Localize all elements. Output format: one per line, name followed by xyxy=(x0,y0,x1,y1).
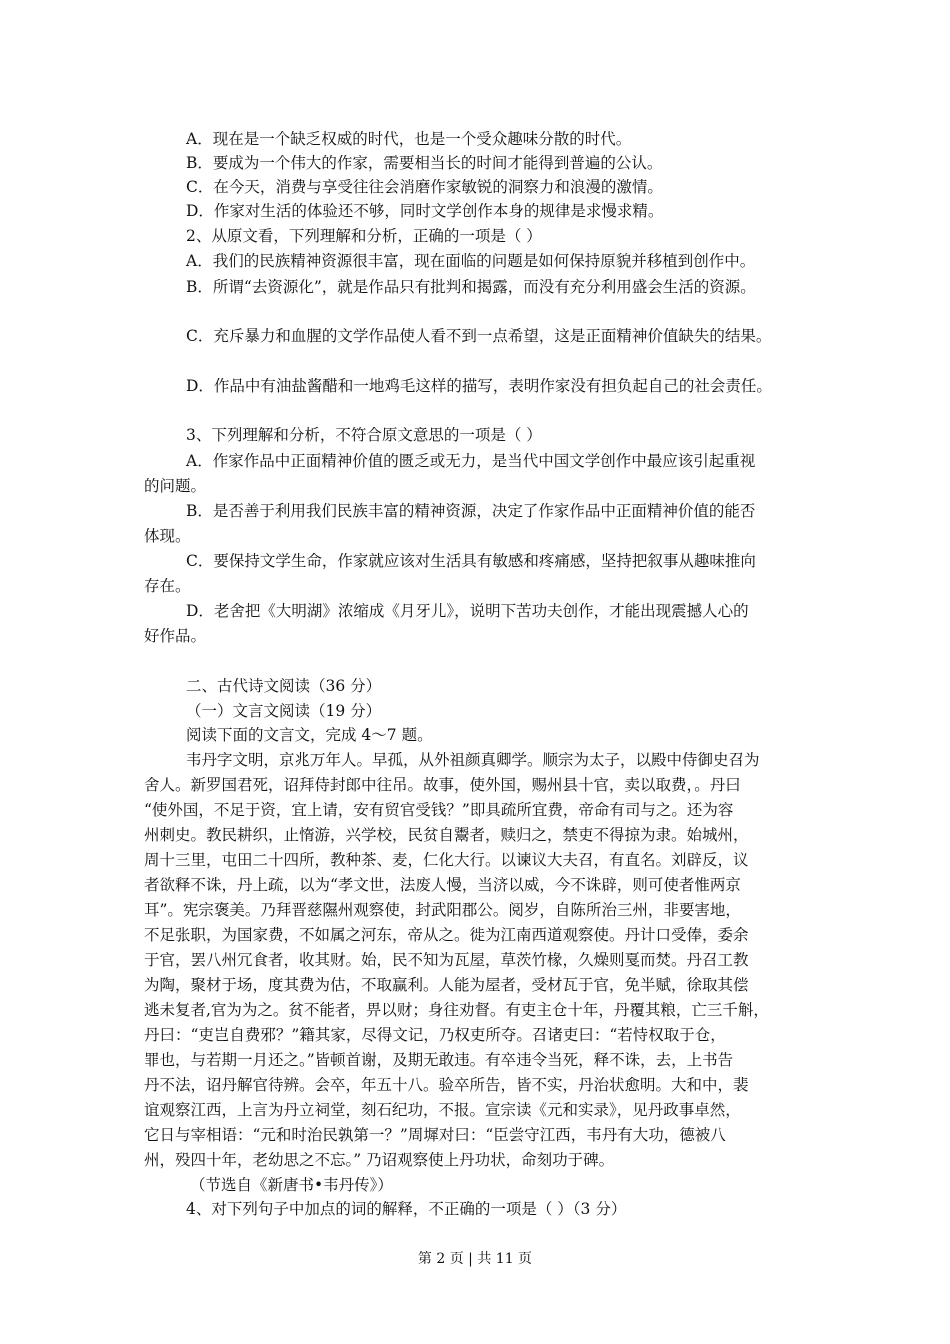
passage-line: 州，殁四十年，老幼思之不忘。” 乃诏观察使上丹功状，命刻功于碑。 xyxy=(144,1151,615,1169)
q3-stem: 3、下列理解和分析，不符合原文意思的一项是（ ） xyxy=(186,426,542,444)
passage-line: 者欲释不诛，丹上疏，以为“孝文世，法废人慢，当济以威，今不诛辟，则可使者惟两京 xyxy=(144,876,741,894)
section-title: 二、古代诗文阅读（36 分） xyxy=(186,677,382,695)
passage-line: 丹不法，诏丹解官待辨。会卒，年五十八。验卒所告，皆不实，丹治状愈明。大和中，裴 xyxy=(144,1076,749,1094)
passage-line: 罪也，与若期一月还之。”皆顿首谢，及期无敢违。有卒违令当死，释不诛，去，上书告 xyxy=(144,1051,734,1069)
q2-option-a: A．我们的民族精神资源很丰富，现在面临的问题是如何保持原貌并移植到创作中。 xyxy=(186,252,756,270)
passage-line: 不足张职，为国家费，不如属之河东，帝从之。徙为江南西道观察使。丹计口受俸，委余 xyxy=(144,926,749,944)
q2-stem: 2、从原文看，下列理解和分析，正确的一项是（ ） xyxy=(186,227,542,245)
passage-line: 韦丹字文明，京兆万年人。早孤，从外祖颜真卿学。顺宗为太子，以殿中侍御史召为 xyxy=(186,751,760,769)
q1-option-c: C．在今天，消费与享受往往会消磨作家敏锐的洞察力和浪漫的激情。 xyxy=(186,178,663,196)
q3-option-c-cont: 存在。 xyxy=(144,577,191,595)
q2-option-b: B．所谓“去资源化”，就是作品只有批判和揭露，而没有充分利用盛会生活的资源。 xyxy=(186,278,756,296)
q3-option-b: B．是否善于利用我们民族丰富的精神资源，决定了作家作品中正面精神价值的能否 xyxy=(186,502,756,520)
q1-option-a: A．现在是一个缺乏权威的时代，也是一个受众趣味分散的时代。 xyxy=(186,130,632,148)
passage-line: 逃未复者,官为为之。贫不能者，畀以财；身往劝督。有吏主仓十年，丹覆其粮，亡三千斛， xyxy=(144,1001,769,1019)
page-footer: 第 2 页 | 共 11 页 xyxy=(417,1251,533,1267)
passage-line: 为陶，聚材于场，度其费为估，不取赢利。人能为屋者，受材瓦于官，免半赋，徐取其偿 xyxy=(144,976,749,994)
passage-line: 耳”。宪宗褒美。乃拜晋慈隰州观察使，封武阳郡公。阅岁，自陈所治三州，非要害地， xyxy=(144,901,741,919)
passage-line: 于官，罢八州冗食者，收其财。始，民不知为瓦屋，草茨竹椽，久燥则戛而焚。丹召工教 xyxy=(144,951,749,969)
passage-source: （节选自《新唐书•韦丹传》） xyxy=(190,1176,393,1194)
passage-line: 它日与宰相语：“元和时治民孰第一？”周墀对曰：“臣尝守江西，韦丹有大功，德被八 xyxy=(144,1126,726,1144)
q3-option-a-cont: 的问题。 xyxy=(144,477,207,495)
q3-option-b-cont: 体现。 xyxy=(144,527,191,545)
passage-line: 舍人。新罗国君死，诏拜侍封郎中往吊。故事，使外国，赐州县十官，卖以取费，。丹曰 xyxy=(144,776,741,794)
q3-option-d-cont: 好作品。 xyxy=(144,627,207,645)
q4-stem: 4、对下列句子中加点的词的解释，不正确的一项是（ ）（3 分） xyxy=(186,1200,627,1218)
q2-option-d: D．作品中有油盐酱醋和一地鸡毛这样的描写，表明作家没有担负起自己的社会责任。 xyxy=(186,377,772,395)
instruction: 阅读下面的文言文，完成 4～7 题。 xyxy=(186,726,433,744)
subsection-title: （一）文言文阅读（19 分） xyxy=(186,702,382,720)
passage-line: 丹曰：“吏岂自费邪？”籍其家，尽得文记，乃权吏所夺。召诸吏曰：“若恃权取于仓， xyxy=(144,1026,726,1044)
q3-option-a: A．作家作品中正面精神价值的匮乏或无力，是当代中国文学创作中最应该引起重视 xyxy=(186,452,756,470)
passage-line: 州刺史。教民耕织，止惰游，兴学校，民贫自鬻者，赎归之，禁吏不得掠为隶。始城州， xyxy=(144,826,749,844)
q1-option-d: D．作家对生活的体验还不够，同时文学创作本身的规律是求慢求精。 xyxy=(186,202,664,220)
q1-option-b: B．要成为一个伟大的作家，需要相当长的时间才能得到普遍的公认。 xyxy=(186,154,663,172)
passage-line: 周十三里，屯田二十四所，教种茶、麦，仁化大行。以谏议大夫召，有直名。刘辟反，议 xyxy=(144,851,749,869)
q2-option-c: C．充斥暴力和血腥的文学作品使人看不到一点希望，这是正面精神价值缺失的结果。 xyxy=(186,327,772,345)
q3-option-d: D．老舍把《大明湖》浓缩成《月牙儿》，说明下苦功夫创作，才能出现震撼人心的 xyxy=(186,602,749,620)
q3-option-c: C．要保持文学生命，作家就应该对生活具有敏感和疼痛感，坚持把叙事从趣味推向 xyxy=(186,552,756,570)
passage-line: 谊观察江西，上言为丹立祠堂，刻石纪功，不报。宣宗读《元和实录》，见丹政事卓然， xyxy=(144,1101,741,1119)
passage-line: “使外国，不足于资，宜上请，安有贸官受钱？”即具疏所宜费，帝命有司与之。还为容 xyxy=(144,801,734,819)
